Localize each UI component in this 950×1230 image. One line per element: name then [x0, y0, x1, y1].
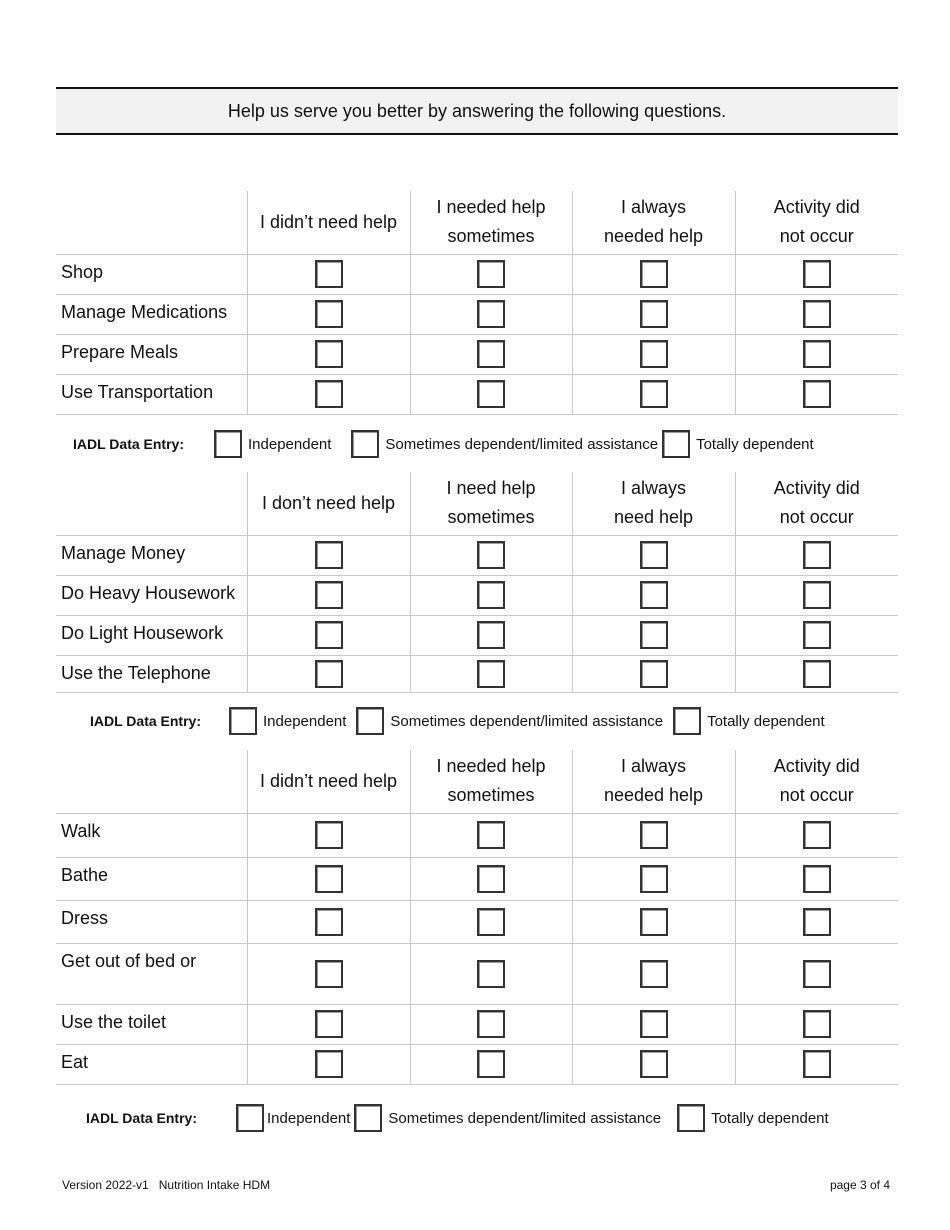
header-help-sometimes: I need help sometimes — [410, 472, 572, 535]
checkbox-no-help[interactable] — [315, 865, 343, 893]
checkbox-help-sometimes[interactable] — [477, 581, 505, 609]
table-row — [56, 1044, 898, 1084]
checkbox-always-help[interactable] — [640, 865, 668, 893]
checkbox-always-help[interactable] — [640, 821, 668, 849]
checkbox-no-help[interactable] — [315, 300, 343, 328]
activity-label: Shop — [56, 254, 247, 294]
table-row — [56, 813, 898, 857]
activity-label: Dress — [56, 900, 247, 943]
checkbox-always-help[interactable] — [640, 908, 668, 936]
table-row — [56, 857, 898, 900]
iadl-table-1 — [56, 191, 898, 415]
checkbox-no-help[interactable] — [315, 660, 343, 688]
activity-label: Prepare Meals — [56, 334, 247, 374]
checkbox-sometimes-dependent[interactable] — [351, 430, 379, 458]
activity-label: Get out of bed or — [56, 943, 247, 1004]
option-independent-label: Independent — [267, 1109, 351, 1127]
checkbox-always-help[interactable] — [640, 1010, 668, 1038]
checkbox-help-sometimes[interactable] — [477, 300, 505, 328]
header-no-help: I don’t need help — [247, 472, 410, 535]
data-entry-label: IADL Data Entry: — [90, 713, 201, 729]
option-totally-dependent-label: Totally dependent — [696, 435, 814, 453]
checkbox-help-sometimes[interactable] — [477, 821, 505, 849]
option-sometimes-dependent-label: Sometimes dependent/limited assistance — [390, 712, 664, 730]
footer-page-number: page 3 of 4 — [829, 1178, 890, 1192]
checkbox-always-help[interactable] — [640, 340, 668, 368]
checkbox-independent[interactable] — [229, 707, 257, 735]
activity-label: Bathe — [56, 857, 247, 900]
checkbox-independent[interactable] — [236, 1104, 264, 1132]
checkbox-help-sometimes[interactable] — [477, 660, 505, 688]
header-blank — [56, 191, 247, 254]
header-did-not-occur: Activity did not occur — [735, 472, 898, 535]
checkbox-help-sometimes[interactable] — [477, 865, 505, 893]
checkbox-no-help[interactable] — [315, 340, 343, 368]
option-independent-label: Independent — [248, 435, 332, 453]
checkbox-totally-dependent[interactable] — [677, 1104, 705, 1132]
activity-label: Manage Money — [56, 535, 247, 575]
option-sometimes-dependent-label: Sometimes dependent/limited assistance — [385, 435, 659, 453]
checkbox-sometimes-dependent[interactable] — [356, 707, 384, 735]
checkbox-always-help[interactable] — [640, 300, 668, 328]
activity-label: Use the toilet — [56, 1004, 247, 1044]
checkbox-totally-dependent[interactable] — [662, 430, 690, 458]
header-always-help: I always needed help — [572, 750, 735, 813]
activity-label: Use the Telephone — [56, 655, 247, 692]
header-did-not-occur: Activity did not occur — [735, 191, 898, 254]
header-row — [56, 750, 898, 813]
checkbox-help-sometimes[interactable] — [477, 621, 505, 649]
checkbox-no-help[interactable] — [315, 1050, 343, 1078]
checkbox-always-help[interactable] — [640, 541, 668, 569]
checkbox-always-help[interactable] — [640, 260, 668, 288]
checkbox-did-not-occur[interactable] — [803, 581, 831, 609]
checkbox-did-not-occur[interactable] — [803, 621, 831, 649]
checkbox-no-help[interactable] — [315, 621, 343, 649]
option-totally-dependent-label: Totally dependent — [707, 712, 825, 730]
header-always-help: I always needed help — [572, 191, 735, 254]
checkbox-always-help[interactable] — [640, 1050, 668, 1078]
checkbox-no-help[interactable] — [315, 260, 343, 288]
checkbox-did-not-occur[interactable] — [803, 541, 831, 569]
checkbox-help-sometimes[interactable] — [477, 960, 505, 988]
checkbox-did-not-occur[interactable] — [803, 1010, 831, 1038]
header-help-sometimes: I needed help sometimes — [410, 750, 572, 813]
iadl-table-2 — [56, 472, 898, 693]
header-no-help: I didn’t need help — [247, 750, 410, 813]
checkbox-help-sometimes[interactable] — [477, 260, 505, 288]
adl-table-3 — [56, 750, 898, 1085]
banner-text: Help us serve you better by answering the following questions. — [227, 100, 727, 121]
option-independent-label: Independent — [263, 712, 347, 730]
option-sometimes-dependent-label: Sometimes dependent/limited assistance — [388, 1109, 662, 1127]
checkbox-always-help[interactable] — [640, 621, 668, 649]
checkbox-help-sometimes[interactable] — [477, 541, 505, 569]
header-blank — [56, 472, 247, 535]
header-blank — [56, 750, 247, 813]
header-help-sometimes: I needed help sometimes — [410, 191, 572, 254]
checkbox-totally-dependent[interactable] — [673, 707, 701, 735]
table-row — [56, 374, 898, 414]
checkbox-no-help[interactable] — [315, 821, 343, 849]
checkbox-did-not-occur[interactable] — [803, 960, 831, 988]
table-row — [56, 900, 898, 943]
table-row — [56, 334, 898, 374]
checkbox-help-sometimes[interactable] — [477, 908, 505, 936]
checkbox-did-not-occur[interactable] — [803, 1050, 831, 1078]
iadl-data-entry-1 — [73, 429, 814, 459]
header-did-not-occur: Activity did not occur — [735, 750, 898, 813]
checkbox-help-sometimes[interactable] — [477, 380, 505, 408]
checkbox-did-not-occur[interactable] — [803, 660, 831, 688]
table-row — [56, 535, 898, 575]
activity-label: Do Light Housework — [56, 615, 247, 655]
checkbox-did-not-occur[interactable] — [803, 908, 831, 936]
checkbox-no-help[interactable] — [315, 960, 343, 988]
table-row — [56, 575, 898, 615]
data-entry-label: IADL Data Entry: — [86, 1110, 197, 1126]
option-totally-dependent-label: Totally dependent — [711, 1109, 829, 1127]
checkbox-always-help[interactable] — [640, 380, 668, 408]
checkbox-no-help[interactable] — [315, 908, 343, 936]
iadl-data-entry-2 — [90, 706, 825, 736]
activity-label: Use Transportation — [56, 374, 247, 414]
checkbox-did-not-occur[interactable] — [803, 340, 831, 368]
checkbox-help-sometimes[interactable] — [477, 1010, 505, 1038]
checkbox-no-help[interactable] — [315, 1010, 343, 1038]
table-row — [56, 943, 898, 1004]
table-row — [56, 615, 898, 655]
checkbox-did-not-occur[interactable] — [803, 865, 831, 893]
header-no-help: I didn’t need help — [247, 191, 410, 254]
table-row — [56, 655, 898, 692]
checkbox-did-not-occur[interactable] — [803, 260, 831, 288]
checkbox-no-help[interactable] — [315, 581, 343, 609]
activity-label: Do Heavy Housework — [56, 575, 247, 615]
activity-label: Eat — [56, 1044, 247, 1084]
footer-version: Version 2022-v1 Nutrition Intake HDM — [62, 1178, 271, 1192]
checkbox-always-help[interactable] — [640, 660, 668, 688]
checkbox-independent[interactable] — [214, 430, 242, 458]
checkbox-did-not-occur[interactable] — [803, 300, 831, 328]
checkbox-help-sometimes[interactable] — [477, 1050, 505, 1078]
header-row — [56, 472, 898, 535]
checkbox-did-not-occur[interactable] — [803, 821, 831, 849]
activity-label: Manage Medications — [56, 294, 247, 334]
checkbox-no-help[interactable] — [315, 380, 343, 408]
table-row — [56, 294, 898, 334]
checkbox-did-not-occur[interactable] — [803, 380, 831, 408]
header-row — [56, 191, 898, 254]
iadl-data-entry-3 — [86, 1103, 829, 1133]
checkbox-help-sometimes[interactable] — [477, 340, 505, 368]
header-always-help: I always need help — [572, 472, 735, 535]
table-row — [56, 1004, 898, 1044]
table-row — [56, 254, 898, 294]
data-entry-label: IADL Data Entry: — [73, 436, 184, 452]
checkbox-always-help[interactable] — [640, 581, 668, 609]
checkbox-no-help[interactable] — [315, 541, 343, 569]
instructions-banner — [56, 87, 898, 135]
checkbox-always-help[interactable] — [640, 960, 668, 988]
checkbox-sometimes-dependent[interactable] — [354, 1104, 382, 1132]
activity-label: Walk — [56, 813, 247, 857]
